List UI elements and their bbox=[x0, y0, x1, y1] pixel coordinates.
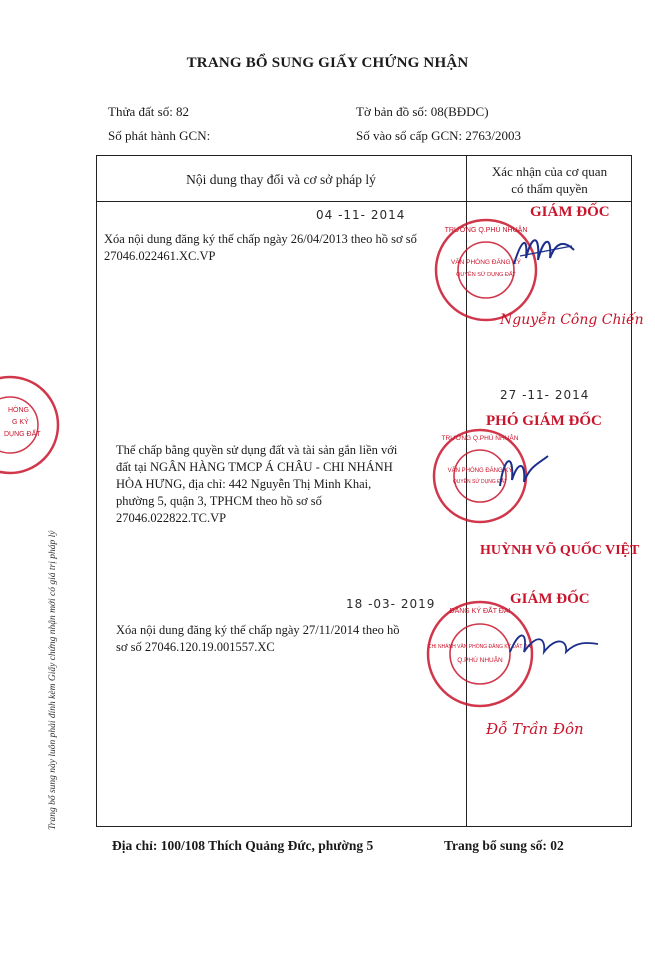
entry-2-role: PHÓ GIÁM ĐỐC bbox=[486, 413, 602, 429]
entry-3-signer: Đỗ Trần Đôn bbox=[486, 720, 584, 738]
entry-3-line-2: sơ số 27046.120.19.001557.XC bbox=[116, 640, 275, 654]
entry-1-role: GIÁM ĐỐC bbox=[530, 204, 610, 220]
issue-number: Số phát hành GCN: bbox=[108, 128, 211, 143]
signature-1 bbox=[510, 228, 580, 273]
footer-address: Địa chỉ: 100/108 Thích Quảng Đức, phường 5 bbox=[112, 838, 374, 853]
entry-1-line-2: 27046.022461.XC.VP bbox=[104, 249, 216, 263]
stamp-3-sub: Q.PHÚ NHUẬN bbox=[457, 657, 503, 664]
entry-3-line-1: Xóa nội dung đăng ký thế chấp ngày 27/11/2014 theo hồ bbox=[116, 623, 400, 637]
entry-2-line-5 bbox=[116, 510, 446, 527]
entry-2-line-3-text: HÒA HƯNG, địa chỉ: 442 Nguyễn Thị Minh Khai, bbox=[116, 477, 372, 491]
header-divider bbox=[96, 201, 632, 202]
entry-1-line-1: Xóa nội dung đăng ký thế chấp ngày 26/04/2013 theo hồ sơ số bbox=[104, 232, 417, 246]
map-sheet: Tờ bản đồ số: 08(BĐDC) bbox=[356, 104, 489, 119]
page-title: TRANG BỔ SUNG GIẤY CHỨNG NHẬN bbox=[186, 55, 469, 71]
side-stamp-line-1: HÒNG bbox=[8, 407, 29, 414]
side-stamp-line-2: G KÝ bbox=[12, 419, 29, 426]
authority-header-line1: Xác nhận của cơ quan bbox=[491, 164, 608, 179]
stamp-3-center: CHI NHÁNH VĂN PHÒNG ĐĂNG KÝ ĐẤT ĐAI bbox=[427, 644, 533, 650]
register-number: Số vào sổ cấp GCN: 2763/2003 bbox=[356, 128, 522, 143]
side-stamp-line-3: DỤNG ĐẤT bbox=[4, 431, 41, 438]
stamp-1-sub: QUYỀN SỬ DỤNG ĐẤT bbox=[456, 272, 516, 278]
stamp-2-center: VĂN PHÒNG ĐĂNG KÝ bbox=[447, 468, 513, 474]
signature-3 bbox=[506, 622, 602, 664]
entry-1-text bbox=[104, 231, 417, 265]
entry-2-line-2 bbox=[116, 459, 446, 476]
side-note: Trang bổ sung này luôn phải đính kèm Giấy chứng nhận mới có giá trị pháp lý bbox=[48, 530, 58, 830]
entry-2-line-3 bbox=[116, 476, 446, 493]
entry-2-text bbox=[116, 442, 446, 527]
entry-3-date: 18 -03- 2019 bbox=[346, 597, 436, 611]
column-header-content: Nội dung thay đổi và cơ sở pháp lý bbox=[186, 172, 376, 187]
column-header-authority bbox=[467, 163, 632, 197]
entry-1-signer: Nguyễn Công Chiến bbox=[500, 312, 644, 328]
authority-header-line2: có thẩm quyền bbox=[511, 181, 588, 196]
footer-page-number: Trang bổ sung số: 02 bbox=[444, 838, 564, 853]
entry-2-line-5-text: 27046.022822.TC.VP bbox=[116, 511, 227, 525]
stamp-2-sub: QUYỀN SỬ DỤNG ĐẤT bbox=[452, 479, 508, 485]
entry-2-line-4 bbox=[116, 493, 446, 510]
entry-2-line-1-text: Thế chấp bằng quyền sử dụng đất và tài sản gắn liền với bbox=[116, 443, 398, 457]
stamp-1-center: VĂN PHÒNG ĐĂNG KÝ bbox=[450, 259, 522, 266]
entry-2-line-2-text: đất tại NGÂN HÀNG TMCP Á CHÂU - CHI NHÁNH bbox=[116, 460, 393, 474]
entry-1-date: 04 -11- 2014 bbox=[316, 208, 406, 222]
entry-3-role: GIÁM ĐỐC bbox=[510, 591, 590, 607]
signature-2 bbox=[494, 446, 554, 494]
entry-2-line-1 bbox=[116, 442, 446, 459]
entry-2-line-4-text: phường 5, quận 3, TPHCM theo hồ sơ số bbox=[116, 494, 322, 508]
entry-2-date: 27 -11- 2014 bbox=[500, 388, 590, 402]
entry-3-text bbox=[116, 622, 400, 656]
stamp-1-ring: TRƯỜNG Q.PHÚ NHUẬN bbox=[444, 227, 528, 234]
plot-number: Thửa đất số: 82 bbox=[108, 104, 190, 119]
entry-2-signer: HUỲNH VÕ QUỐC VIỆT bbox=[480, 543, 640, 558]
stamp-3-ring: ĐĂNG KÝ ĐẤT ĐAI bbox=[449, 608, 511, 615]
stamp-2-ring: TRƯỜNG Q.PHÚ NHUẬN bbox=[441, 435, 519, 442]
side-stamp-seal bbox=[0, 370, 62, 480]
side-stamp bbox=[0, 370, 62, 480]
